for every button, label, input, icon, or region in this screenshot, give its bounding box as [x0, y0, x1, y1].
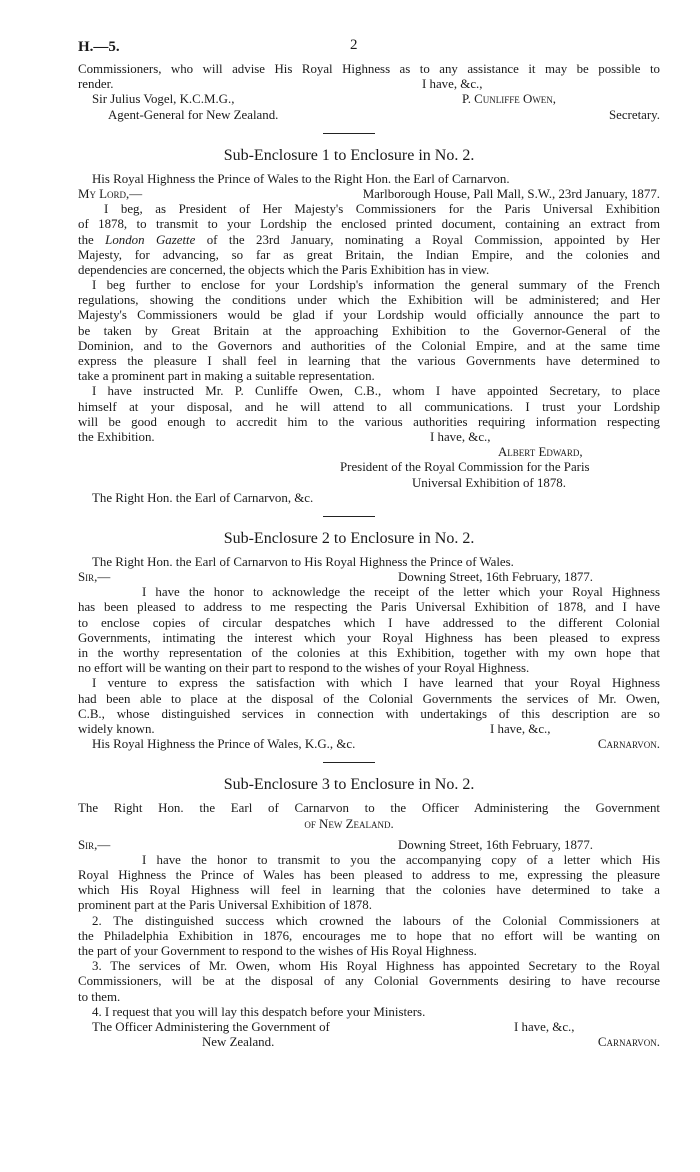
text-line: the Exhibition. I have, &c.,: [78, 429, 491, 444]
text-line: regulations, showing the conditions under which the Exhibition will be administered; and Her: [78, 293, 660, 308]
signatory-title: Secretary.: [608, 107, 660, 122]
page-id: H.—5.: [78, 39, 120, 55]
letter-continuation: [78, 62, 660, 123]
text-line: the London Gazette of the 23rd January, nominating a Royal Commission, appointed by Her: [78, 232, 660, 247]
text-line: in the worthy representation of the colonies at this Exhibition, together with my own hope that: [78, 646, 660, 660]
addressee-line: New Zealand. Carnarvon.: [202, 1035, 660, 1050]
section-heading: Sub-Enclosure 3 to Enclosure in No. 2.: [223, 776, 475, 794]
text-line: has been pleased to address to me respecting the Paris Universal Exhibition of 1878, and I have: [78, 600, 660, 615]
letter-from-line: The Right Hon. the Earl of Carnarvon to the Officer Administering the Government: [78, 801, 660, 816]
salutation-line: My Lord,— Marlborough House, Pall Mall, S.W., 23rd January, 1877.: [78, 186, 660, 201]
text-line: to enclose copies of circular despatches which I have addressed to the different Colonial: [78, 615, 660, 630]
text-line: Royal Highness the Prince of Wales has been pleased to address to me, expressing the pleasure: [78, 868, 660, 883]
text-line: I venture to express the satisfaction with which I have learned that your Royal Highness: [92, 676, 660, 691]
text-line: no effort will be wanting on their part to respond to the wishes of your Royal Highness.: [78, 661, 530, 676]
text-line: Dominion, and to the Governors and authorities of the Colonial Empire, and at the same time: [78, 338, 660, 353]
text-line: the part of your Government to respond to the wishes of His Royal Highness.: [78, 944, 477, 958]
place-date: Downing Street, 16th February, 1877.: [398, 570, 594, 585]
text-line: Commissioners, who will advise His Royal Highness as to any assistance it may be possible to: [78, 62, 660, 76]
letter-from-line: The Right Hon. the Earl of Carnarvon to His Royal Highness the Prince of Wales.: [92, 554, 514, 569]
text-line: the Philadelphia Exhibition in 1876, encourages me to hope that no effort will be wanting on: [78, 928, 660, 943]
letter-from-line: of New Zealand.: [304, 816, 394, 831]
section-heading: Sub-Enclosure 2 to Enclosure in No. 2.: [223, 529, 475, 547]
sub-enclosure-3: [78, 775, 660, 1050]
page-number: 2: [350, 37, 358, 53]
text-line: I beg further to enclose for your Lordship's information the general summary of the French: [92, 278, 660, 293]
signatory-name: Carnarvon.: [597, 737, 660, 752]
section-divider: [323, 516, 375, 517]
text-line: Sir Julius Vogel, K.C.M.G., P. Cunliffe Owen,: [92, 92, 557, 107]
text-line: of 1878, to transmit to your Lordship the enclosed printed document, containing an extract from: [78, 217, 660, 232]
text-line: Agent-General for New Zealand. Secretary.: [108, 107, 660, 122]
text-line: I beg, as President of Her Majesty's Commissioners for the Paris Universal Exhibition: [104, 202, 660, 217]
text-line: render. I have, &c.,: [78, 77, 483, 92]
text-line: C.B., whose distinguished services in connection with undertakings of this description are so: [78, 706, 660, 721]
addressee-line: His Royal Highness the Prince of Wales, K.G., &c. Carnarvon.: [92, 737, 660, 752]
text-line: Governments, intimating the interest which your Royal Highness has been pleased to express: [78, 630, 660, 645]
signature-line: [78, 445, 660, 460]
signatory-name: P. Cunliffe Owen,: [462, 92, 557, 107]
page-header: [78, 30, 660, 60]
text-line: I have instructed Mr. P. Cunliffe Owen, C.B., whom I have appointed Secretary, to place: [92, 384, 660, 399]
sub-enclosure-1: [78, 146, 660, 506]
salutation-line: Sir,— Downing Street, 16th February, 1877.: [78, 837, 594, 852]
text-line: express the pleasure I shall feel in learning that the various Governments have determined to: [78, 354, 660, 368]
text-line: take a prominent part in making a suitable representation.: [78, 369, 375, 384]
signatory-name: Carnarvon.: [597, 1035, 660, 1050]
salutation-line: Sir,— Downing Street, 16th February, 1877.: [78, 570, 594, 585]
letter-from-line: His Royal Highness the Prince of Wales to the Right Hon. the Earl of Carnarvon.: [92, 171, 510, 186]
text-line: 3. The services of Mr. Owen, whom His Royal Highness has appointed Secretary to the Royal: [92, 959, 660, 974]
text-line: I have the honor to acknowledge the receipt of the letter which your Royal Highness: [142, 585, 660, 600]
text-line: had been able to place at the disposal of the Colonial Governments the services of Mr. Owen,: [78, 691, 660, 706]
text-line: I have the honor to transmit to you the accompanying copy of a letter which His: [142, 852, 660, 867]
place-date: Marlborough House, Pall Mall, S.W., 23rd January, 1877.: [362, 186, 660, 201]
addressee-line: The Officer Administering the Government of I have, &c.,: [92, 1019, 575, 1034]
text-line: prominent part at the Paris Universal Exhibition of 1878.: [78, 898, 372, 913]
text-line: be taken by Great Britain at the approaching Exhibition to the Governor-General of the: [78, 323, 660, 338]
text-line: himself at your disposal, and he will attend to all communications. I trust your Lordship: [78, 399, 660, 414]
section-heading: Sub-Enclosure 1 to Enclosure in No. 2.: [223, 146, 475, 164]
signature-line: President of the Royal Commission for the Paris: [340, 460, 590, 475]
sub-enclosure-2: [78, 529, 660, 752]
text-line: widely known. I have, &c.,: [78, 721, 551, 736]
text-line: which His Royal Highness will feel in learning that the colonies have determined to take a: [78, 883, 660, 898]
text-line: to them.: [78, 989, 121, 1004]
text-line: dependencies are concerned, the objects which the Paris Exhibition has in view.: [78, 262, 490, 277]
signature-line: Universal Exhibition of 1878.: [412, 475, 566, 490]
place-date: Downing Street, 16th February, 1877.: [398, 837, 594, 852]
section-divider: [323, 762, 375, 763]
addressee-line: The Right Hon. the Earl of Carnarvon, &c.: [92, 490, 314, 505]
section-divider: [323, 133, 375, 134]
signatory-name: Albert Edward,: [498, 445, 583, 460]
text-line: Majesty, for advancing, so far as great Britain, the Indian Empire, and the colonies and: [78, 247, 660, 262]
text-line: 2. The distinguished success which crowned the labours of the Colonial Commissioners at: [92, 913, 660, 928]
text-line: Commissioners, will be at the disposal of any Colonial Governments desiring to have recourse: [78, 974, 660, 989]
text-line: 4. I request that you will lay this despatch before your Ministers.: [92, 1004, 426, 1019]
text-line: Majesty's Commissioners would be glad if your Lordship would officially announce the part to: [78, 308, 660, 323]
text-line: will be good enough to accredit him to the various authorities requiring information respecting: [78, 414, 660, 429]
